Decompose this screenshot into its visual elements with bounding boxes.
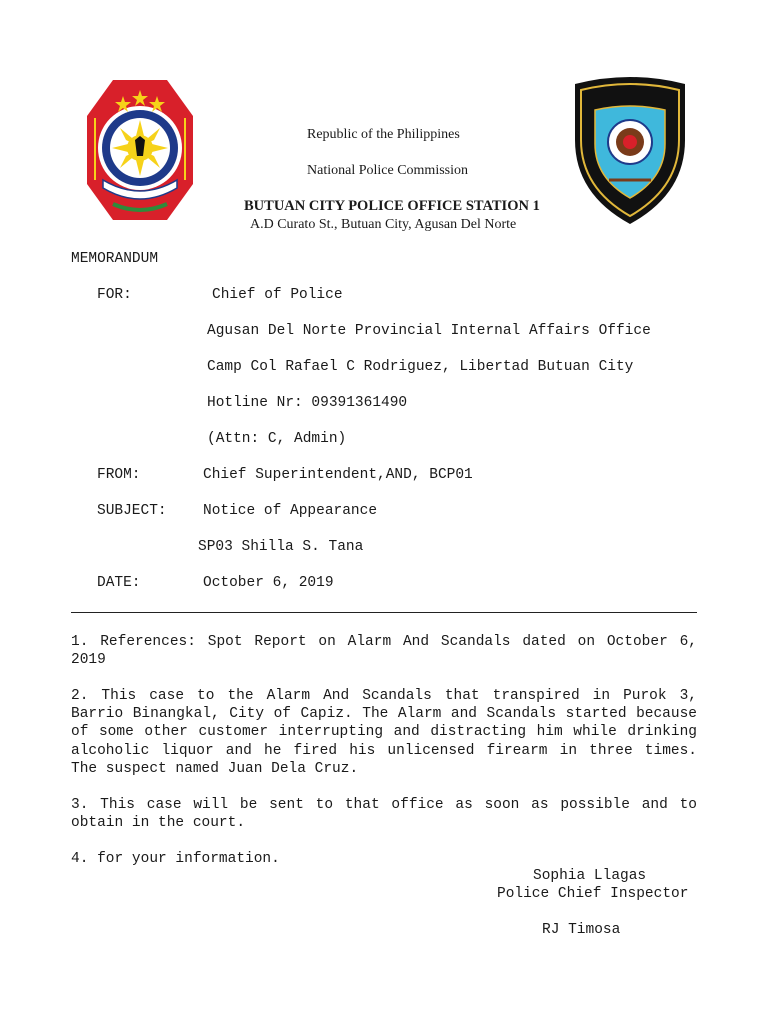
for-line-3: Camp Col Rafael C Rodriguez, Libertad Butuan City — [207, 359, 634, 375]
for-line-1: Chief of Police — [212, 287, 343, 303]
from-value: Chief Superintendent,AND, BCP01 — [203, 467, 473, 483]
subject-label: SUBJECT: — [97, 503, 167, 519]
date-value: October 6, 2019 — [203, 575, 334, 591]
for-line-5: (Attn: C, Admin) — [207, 431, 347, 447]
header-office-name: BUTUAN CITY POLICE OFFICE STATION 1 — [244, 198, 540, 214]
paragraph-2: 2. This case to the Alarm And Scandals that transpired in Purok 3, Barrio Binangkal, City of Capiz. The Alarm and Scandals started because of some other customer interrupting and distracting him while drinking alcoholic liquor and he fired his unlicensed firearm in three times. The suspect named Juan Dela Cruz. — [71, 688, 697, 777]
second-signatory-name: RJ Timosa — [542, 922, 621, 938]
for-label: FOR: — [97, 287, 132, 303]
memo-heading: MEMORANDUM — [71, 251, 159, 267]
paragraph-1: 1. References: Spot Report on Alarm And Scandals dated on October 6, 2019 — [71, 634, 697, 669]
subject-line-2: SP03 Shilla S. Tana — [198, 539, 364, 555]
signatory-name: Sophia Llagas — [533, 868, 647, 884]
for-line-2: Agusan Del Norte Provincial Internal Affairs Office — [207, 323, 651, 339]
from-label: FROM: — [97, 467, 141, 483]
header-commission: National Police Commission — [307, 163, 468, 178]
pnp-seal-logo — [83, 76, 197, 224]
date-label: DATE: — [97, 575, 141, 591]
header-republic: Republic of the Philippines — [307, 127, 460, 142]
header-address: A.D Curato St., Butuan City, Agusan Del Norte — [250, 217, 517, 232]
police-station-badge-logo — [569, 70, 691, 226]
paragraph-4: 4. for your information. — [71, 851, 280, 867]
signatory-title: Police Chief Inspector — [497, 886, 689, 902]
paragraph-3: 3. This case will be sent to that office as soon as possible and to obtain in the court. — [71, 797, 697, 832]
header-divider — [71, 612, 697, 613]
subject-value: Notice of Appearance — [203, 503, 378, 519]
for-line-4: Hotline Nr: 09391361490 — [207, 395, 408, 411]
